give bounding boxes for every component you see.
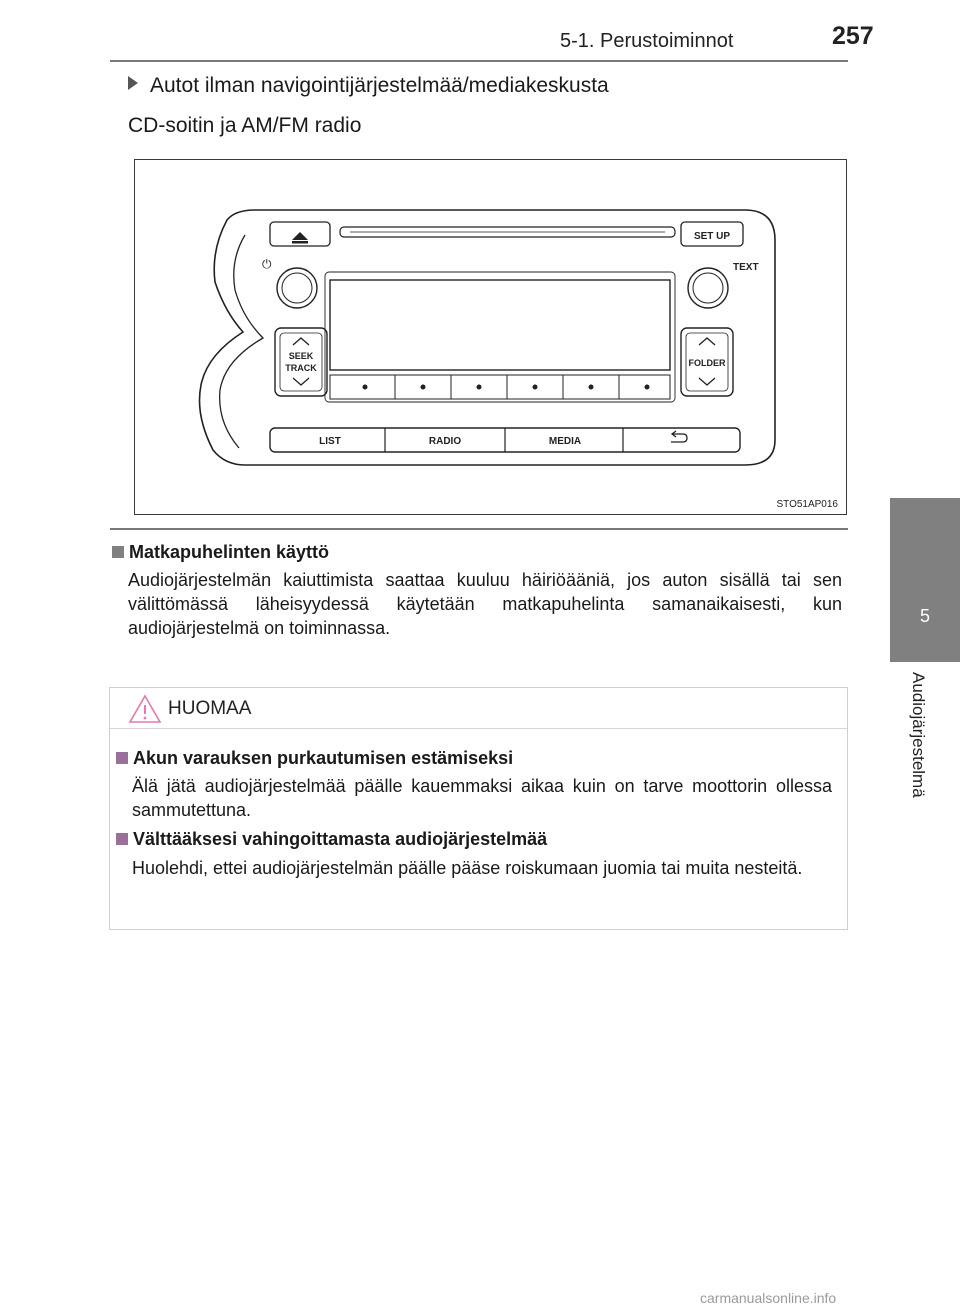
notice-header [110,688,847,729]
track-label: TRACK [285,363,317,373]
notice-item-text: Älä jätä audiojärjestelmää päälle kauemmaksi aikaa kuin on tarve moottorin ollessa sammutettuna. [132,776,832,820]
audio-unit-illustration [135,160,846,514]
section-rule [110,528,848,530]
tune-knob [688,268,728,308]
header-rule [110,60,848,62]
sub-heading [128,74,609,98]
volume-knob [277,268,317,308]
notice-item-heading [116,829,547,850]
notice-box [109,687,848,930]
notice-item-heading [116,748,513,769]
display [330,280,670,370]
notice-item-text: Huolehdi, ettei audiojärjestelmän päälle pääse roiskumaan juomia tai muita nesteitä. [132,858,803,878]
setup-label: SET UP [693,231,731,242]
eject-icon [292,232,308,240]
chapter-label-box [890,662,960,832]
phone-heading-text: Matkapuhelinten käyttö [129,542,330,562]
sub-heading-text: Autot ilman navigointijärjestelmää/mediakeskusta [150,74,609,97]
notice-title: HUOMAA [168,698,252,719]
notice-item-heading-text: Akun varauksen purkautumisen estämiseksi [133,748,514,768]
running-header-section: 5-1. Perustoiminnot [560,30,734,52]
bottom-buttons [270,428,740,452]
chapter-label: Audiojärjestelmä [909,672,928,798]
watermark: carmanualsonline.info [700,1290,837,1306]
square-bullet-icon [116,833,128,845]
phone-section-text: Audiojärjestelmän kaiuttimista saattaa kuuluu häiriöääniä, jos auton sisällä tai sen välittömässä läheisyydessä käytetään matkapuhelinta samanaikaisesti, kun audiojärjestelmä on toiminnassa. [128,570,842,638]
radio-label: RADIO [428,436,462,447]
sub-description: CD-soitin ja AM/FM radio [128,114,362,137]
notice-item-heading-text: Välttääksesi vahingoittamasta audiojärjestelmää [133,829,548,849]
audio-unit-figure [134,159,847,515]
square-bullet-icon [112,546,124,558]
power-icon: ⏻ [262,257,272,271]
media-label: MEDIA [548,436,582,447]
chapter-number: 5 [919,606,930,626]
page-number: 257 [832,22,874,50]
phone-section-heading [112,542,329,563]
faceplate-outline [200,210,776,465]
chapter-tab [890,498,960,662]
seek-label: SEEK [288,351,314,361]
folder-label: FOLDER [688,358,726,368]
preset-buttons [330,375,670,399]
list-label: LIST [319,436,341,447]
square-bullet-icon [116,752,128,764]
figure-code: STO51AP016 [776,499,838,510]
triangle-bullet-icon [128,76,138,90]
text-label: TEXT [733,262,759,273]
warning-triangle-icon [128,694,162,724]
